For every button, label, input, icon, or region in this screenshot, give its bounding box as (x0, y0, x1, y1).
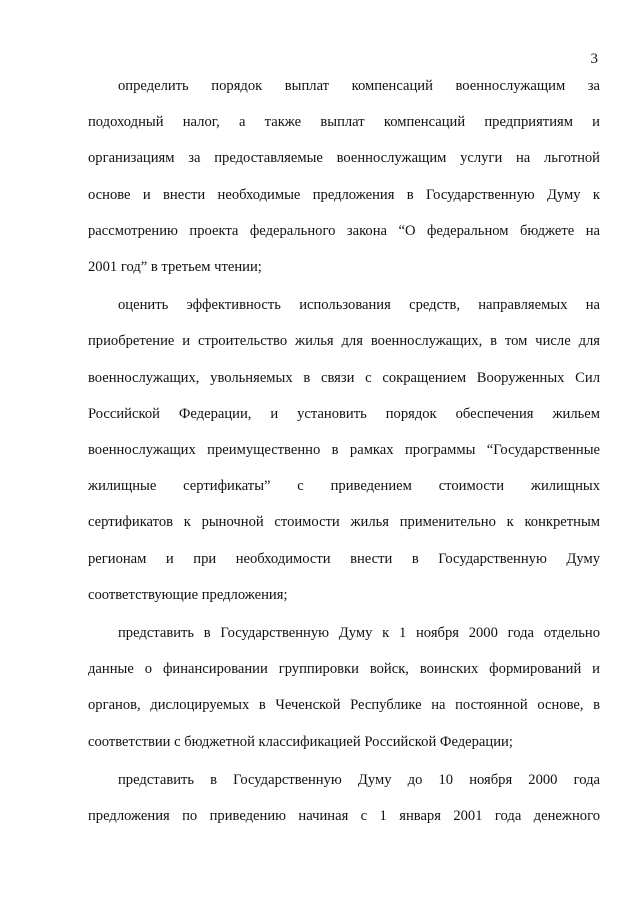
text-line: Российской Федерации, и установить порядок обеспечения жильем (88, 405, 600, 422)
text-line: жилищные сертификаты” с приведением стоимости жилищных (88, 478, 600, 495)
paragraph-compensation-payments (88, 68, 600, 285)
text-line: данные о финансировании группировки войск, воинских формирований и (88, 661, 600, 678)
paragraph-housing-funds (88, 287, 600, 613)
text-line: военнослужащих преимущественно в рамках программы “Государственные (88, 442, 600, 459)
text-line: основе и внести необходимые предложения в Государственную Думу к (88, 186, 600, 203)
text-line: соответствующие предложения; (88, 586, 288, 603)
text-line: представить в Государственную Думу до 10 ноября 2000 года (118, 771, 600, 788)
text-line: 2001 год” в третьем чтении; (88, 259, 262, 276)
text-line: приобретение и строительство жилья для военнослужащих, в том числе для (88, 333, 600, 350)
page-number: 3 (590, 51, 598, 67)
paragraph-chechnya-financing (88, 615, 600, 760)
text-line: рассмотрению проекта федерального закона “О федеральном бюджете на (88, 222, 600, 239)
text-line: определить порядок выплат компенсаций военнослужащим за (118, 78, 600, 94)
document-body (88, 68, 600, 836)
text-line: организациям за предоставляемые военнослужащим услуги на льготной (88, 150, 600, 167)
text-line: оценить эффективность использования средств, направляемых на (118, 297, 600, 314)
text-line: органов, дислоцируемых в Чеченской Республике на постоянной основе, в (88, 697, 600, 714)
text-line: соответствии с бюджетной классификацией Российской Федерации; (88, 733, 513, 750)
text-line: подоходный налог, а также выплат компенсаций предприятиям и (88, 114, 600, 131)
paragraph-monetary-allowance (88, 762, 600, 834)
text-line: военнослужащих, увольняемых в связи с сокращением Вооруженных Сил (88, 369, 600, 386)
text-line: сертификатов к рыночной стоимости жилья применительно к конкретным (88, 514, 600, 531)
text-line: представить в Государственную Думу к 1 ноября 2000 года отдельно (118, 625, 600, 642)
text-line: регионам и при необходимости внести в Государственную Думу (88, 550, 600, 567)
text-line: предложения по приведению начиная с 1 января 2001 года денежного (88, 808, 600, 825)
